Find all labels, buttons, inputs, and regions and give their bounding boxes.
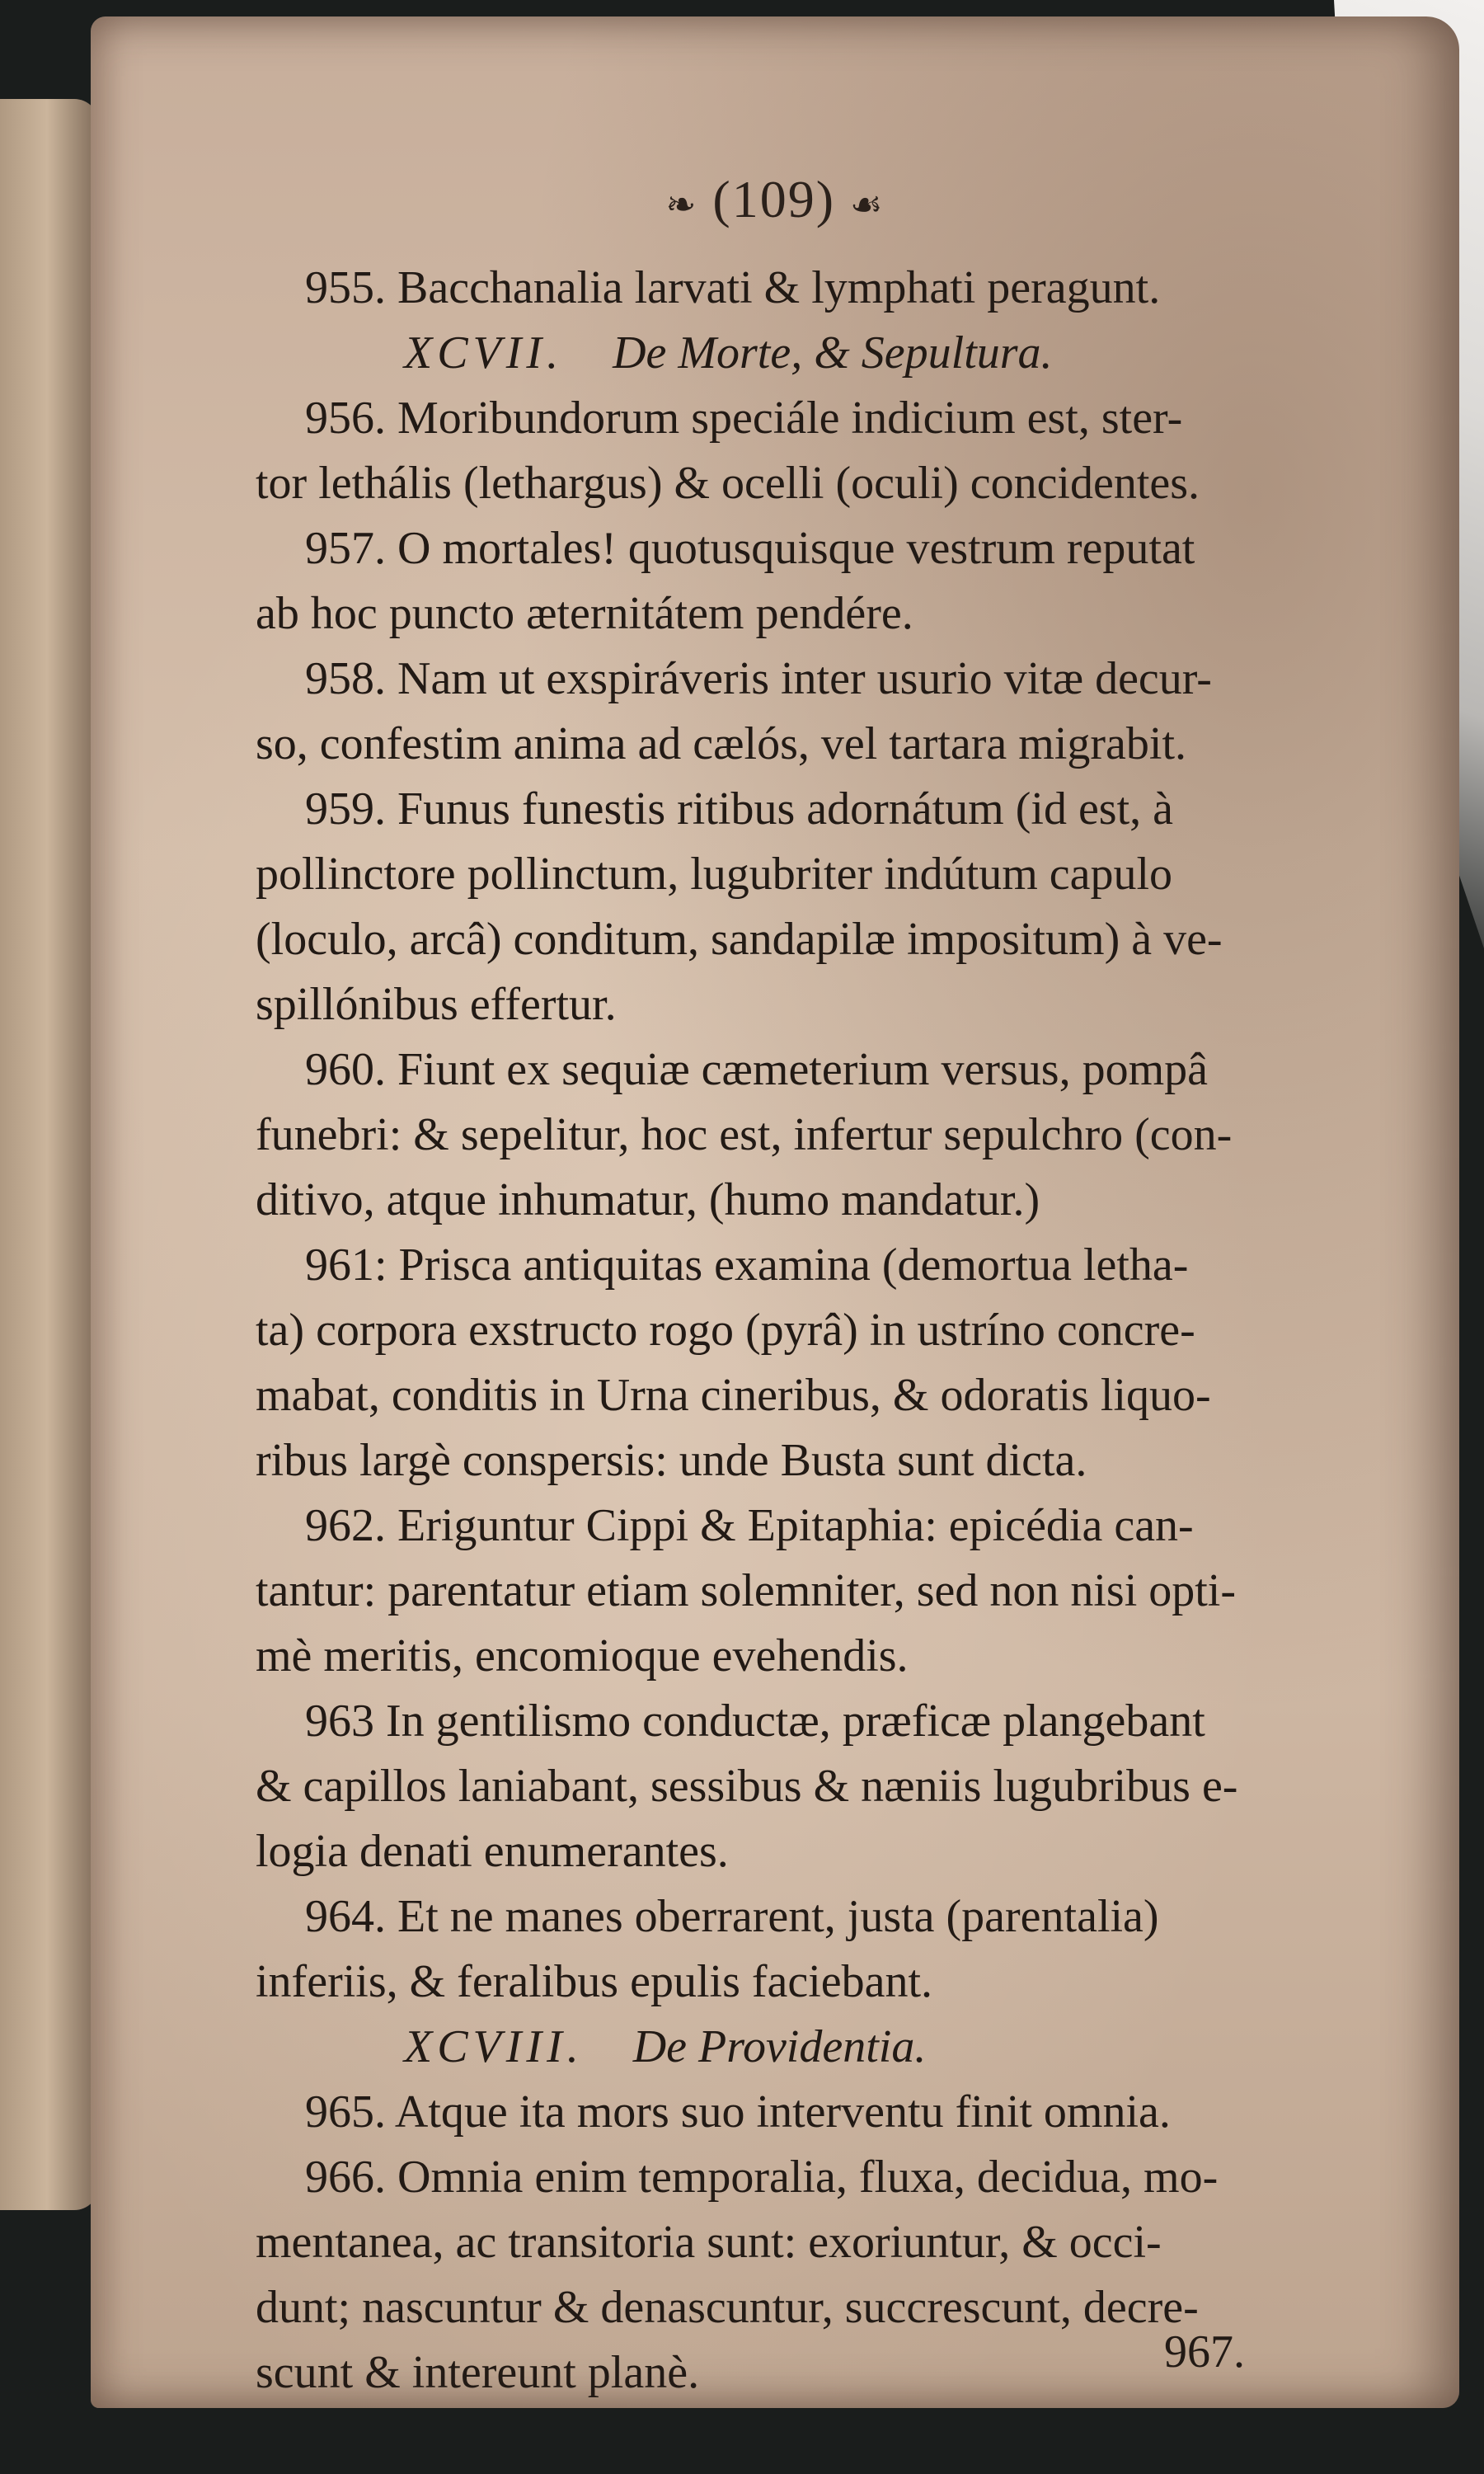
text-line: so, confestim anima ad cælós, vel tartara migrabit.	[256, 718, 1186, 769]
page-text	[256, 256, 1393, 2406]
paragraph	[256, 2080, 1393, 2145]
text-line: tantur: parentatur etiam solemniter, sed non nisi opti-	[256, 1565, 1237, 1616]
text-line: 955. Bacchanalia larvati & lymphati peragunt.	[305, 262, 1161, 313]
text-line: 966. Omnia enim temporalia, fluxa, decidua, mo-	[305, 2152, 1219, 2203]
text-line: tor lethális (lethargus) & ocelli (oculi) concidentes.	[256, 458, 1200, 509]
text-line: dunt; nascuntur & denascuntur, succrescunt, decre-	[256, 2282, 1199, 2333]
text-line: ab hoc puncto æternitátem pendére.	[256, 588, 913, 639]
section-title: De Morte, & Sepultura.	[613, 327, 1053, 379]
text-line: funebri: & sepelitur, hoc est, infertur sepulchro (con-	[256, 1109, 1233, 1160]
text-line: 965. Atque ita mors suo interventu finit omnia.	[305, 2086, 1171, 2138]
text-line: 964. Et ne manes oberrarent, justa (parentalia)	[305, 1891, 1159, 1942]
text-line: spillónibus effertur.	[256, 979, 617, 1030]
ornament-right: ☙	[850, 185, 885, 225]
text-line: 963 In gentilismo conductæ, præficæ plangebant	[305, 1696, 1205, 1747]
section-number: XCVIII.	[404, 2021, 584, 2072]
section-number: XCVII.	[404, 327, 564, 379]
page-header	[91, 169, 1459, 230]
paragraph	[256, 1037, 1393, 1233]
text-line: mentanea, ac transitoria sunt: exoriuntur, & occi-	[256, 2217, 1162, 2268]
text-line: mè meritis, encomioque evehendis.	[256, 1630, 909, 1681]
page-number: (109)	[712, 170, 836, 228]
text-line: ditivo, atque inhumatur, (humo mandatur.)	[256, 1174, 1040, 1225]
paragraph	[256, 386, 1393, 516]
text-line: mabat, conditis in Urna cineribus, & odoratis liquo-	[256, 1370, 1211, 1421]
text-line: 959. Funus funestis ritibus adornátum (id est, à	[305, 783, 1174, 835]
text-line: pollinctore pollinctum, lugubriter indútum capulo	[256, 849, 1173, 900]
text-line: 957. O mortales! quotusquisque vestrum reputat	[305, 523, 1195, 574]
text-line: 960. Fiunt ex sequiæ cæmeterium versus, pompâ	[305, 1044, 1208, 1095]
text-line: & capillos laniabant, sessibus & næniis lugubribus e-	[256, 1761, 1238, 1812]
text-line: scunt & intereunt planè.	[256, 2347, 700, 2398]
text-line: 961: Prisca antiquitas examina (demortua letha-	[305, 1239, 1189, 1291]
left-page-edge	[0, 99, 99, 2210]
paragraph	[256, 777, 1393, 1037]
text-line: 956. Moribundorum speciále indicium est, ster-	[305, 393, 1183, 444]
paragraph	[256, 1493, 1393, 1689]
text-line: 962. Eriguntur Cippi & Epitaphia: epicédia can-	[305, 1500, 1194, 1551]
paragraph	[256, 1233, 1393, 1493]
paragraph	[256, 1689, 1393, 1884]
paragraph	[256, 256, 1393, 321]
book-page	[91, 16, 1459, 2408]
section-heading	[256, 321, 1393, 386]
paragraph	[256, 516, 1393, 647]
paragraph	[256, 1884, 1393, 2015]
section-heading	[256, 2015, 1393, 2080]
catchword: 967.	[1164, 2326, 1245, 2378]
text-line: ta) corpora exstructo rogo (pyrâ) in ustríno concre-	[256, 1305, 1195, 1356]
section-title: De Providentia.	[632, 2021, 927, 2072]
text-line: (loculo, arcâ) conditum, sandapilæ impositum) à ve-	[256, 914, 1223, 965]
text-line: logia denati enumerantes.	[256, 1826, 729, 1877]
text-line: 958. Nam ut exspiráveris inter usurio vitæ decur-	[305, 653, 1212, 704]
text-line: ribus largè conspersis: unde Busta sunt dicta.	[256, 1435, 1087, 1486]
text-line: inferiis, & feralibus epulis faciebant.	[256, 1956, 933, 2007]
paragraph	[256, 647, 1393, 777]
ornament-left: ❧	[665, 185, 698, 225]
